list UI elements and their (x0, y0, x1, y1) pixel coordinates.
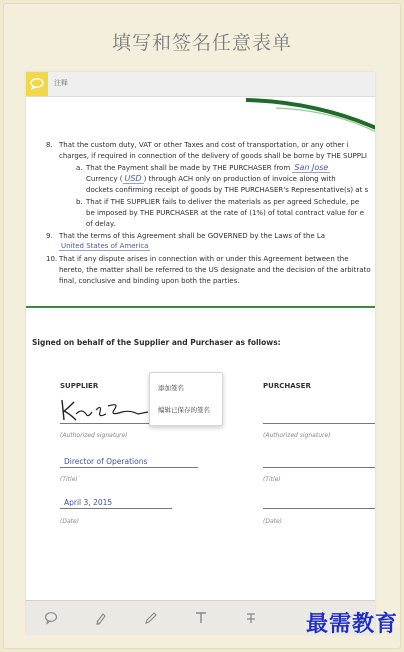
clause-8a-line-1 (86, 163, 330, 174)
supplier-heading: SUPPLIER (60, 382, 99, 390)
clause-8b-line-2: be imposed by THE PURCHASER at the rate of (1%) of total contract value for e (86, 209, 365, 217)
watermark-text: 最需教育 (305, 611, 398, 637)
purchaser-heading: PURCHASER (263, 382, 311, 390)
purchaser-date-caption: (Date) (263, 518, 283, 525)
currency-field[interactable]: USD (124, 174, 142, 183)
highlight-tool-button[interactable] (94, 610, 108, 629)
supplier-title-line (60, 467, 198, 468)
clause-8a-line-2 (86, 174, 336, 185)
page-title: 填写和签名任意表单 (111, 32, 292, 54)
clause-8-line-2: charges, if required in connection of the delivery of goods shall be borne by THE SUPPLI (59, 152, 367, 160)
purchaser-signature-line[interactable] (263, 423, 375, 424)
purchaser-title-caption: (Title) (263, 476, 281, 483)
clause-8a-label: a. (76, 164, 83, 172)
currency-prefix: Currency ( (86, 175, 123, 183)
comment-tool-button[interactable] (44, 610, 58, 629)
clause-8a-line-3: dockets confirming receipt of goods by THE PURCHASER's Representative(s) at s (86, 186, 369, 194)
clause-10-line-2: hereto, the matter shall be referred to the US designate and the decision of the arbitrato (59, 266, 371, 274)
comment-icon (30, 78, 44, 90)
supplier-signature-caption: (Authorized signature) (60, 432, 128, 439)
country-field[interactable]: United States of America (61, 242, 149, 250)
clause-9-line-1: That the terms of this Agreement shall be GOVERNED by the Laws of the La (59, 232, 326, 240)
comment-bar-label: 注释 (54, 79, 68, 87)
document-page[interactable] (26, 72, 375, 634)
clause-10-line-1: That if any dispute arises in connection with or under this Agreement between the (59, 255, 349, 263)
text-strike-tool-button[interactable] (244, 610, 258, 629)
supplier-title-field[interactable]: Director of Operations (64, 457, 148, 466)
pencil-tool-button[interactable] (144, 610, 158, 629)
signature-context-menu (149, 372, 223, 426)
clause-9-number: 9. (46, 232, 53, 240)
clause-8-number: 8. (46, 141, 53, 149)
comment-bar (26, 72, 375, 97)
clause-8b-line-1: That if THE SUPPLIER fails to deliver the materials as per agreed Schedule, pe (86, 198, 360, 206)
clause-10-number: 10. (46, 255, 58, 263)
clause-9-line-2 (59, 241, 150, 252)
text-tool-button[interactable] (194, 610, 208, 629)
purchaser-signature-caption: (Authorized signature) (263, 432, 331, 439)
section-divider (26, 306, 375, 308)
clause-8-line-1: That the custom duty, VAT or other Taxes and cost of transportation, or any other i (59, 141, 349, 149)
city-field[interactable]: San Jose (294, 163, 329, 172)
clause-8b-label: b. (76, 198, 83, 206)
highlight-icon (94, 611, 108, 625)
purchaser-title-line[interactable] (263, 467, 375, 468)
clause-8b-line-3: of delay. (86, 220, 116, 228)
text-icon (194, 611, 208, 625)
pencil-icon (144, 611, 158, 625)
text-strike-icon (244, 611, 258, 625)
supplier-date-field[interactable]: April 3, 2015 (64, 498, 113, 507)
signature-section-title: Signed on behalf of the Supplier and Purchaser as follows: (32, 338, 281, 347)
clause-10-line-3: final, conclusive and binding upon both the parties. (59, 277, 240, 285)
supplier-title-caption: (Title) (60, 476, 78, 483)
comment-button[interactable] (26, 72, 48, 96)
supplier-signature[interactable] (58, 398, 150, 424)
comment-icon (44, 611, 58, 625)
logo-swoosh (246, 98, 375, 134)
add-signature-menu-item[interactable]: 添加签名 (158, 384, 184, 392)
purchaser-date-line[interactable] (263, 508, 375, 509)
supplier-date-line (60, 508, 172, 509)
supplier-date-caption: (Date) (60, 518, 80, 525)
currency-suffix: ) through ACH only on production of invoice along with (143, 175, 336, 183)
clause-8a-text: That the Payment shall be made by THE PURCHASER from (86, 164, 291, 172)
edit-saved-signature-menu-item[interactable]: 编辑已保存的签名 (158, 406, 210, 414)
